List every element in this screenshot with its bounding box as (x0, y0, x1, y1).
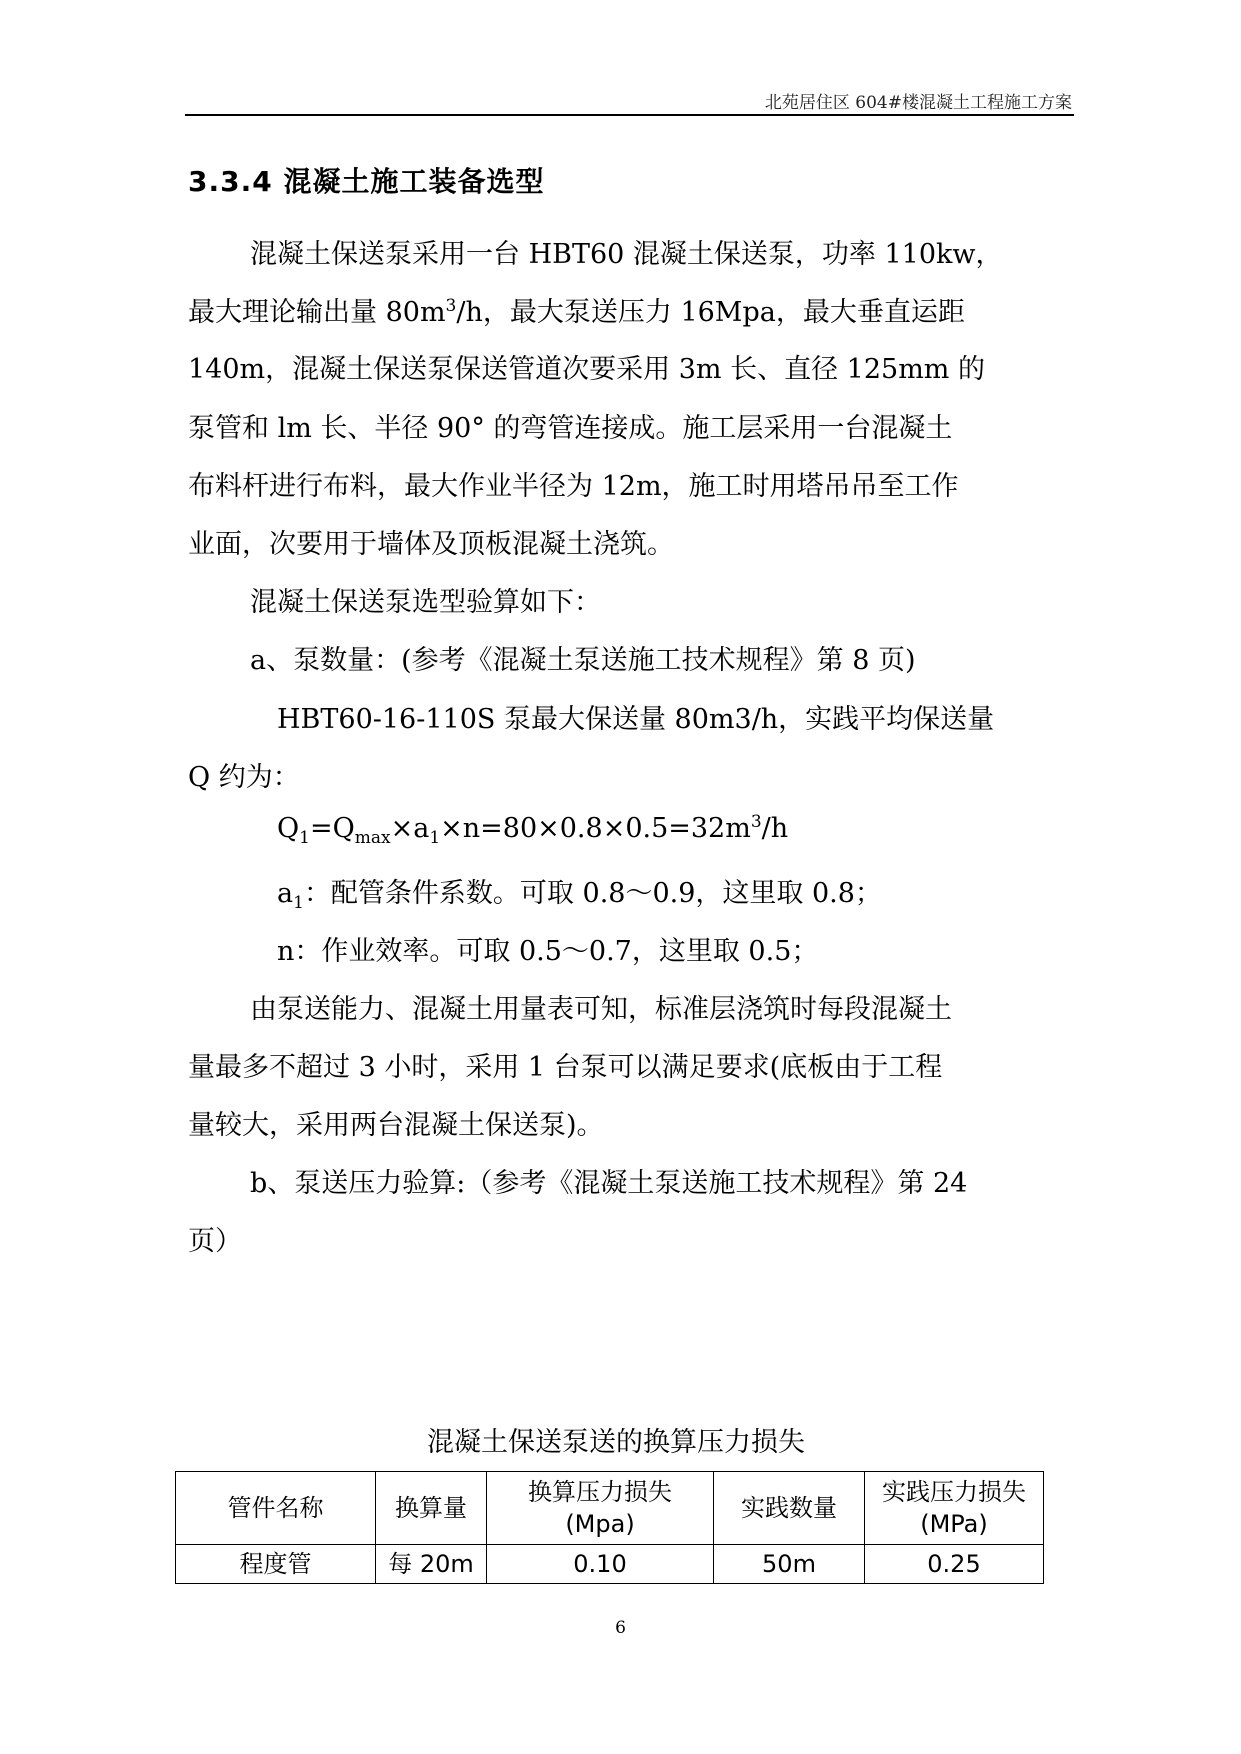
conclusion-line-1: 由泵送能力、混凝土用量表可知，标准层浇筑时每段混凝土 (250, 994, 952, 1025)
intro-line-4: 泵管和 lm 长、半径 90° 的弯管连接成。施工层采用一台混凝土 (188, 413, 953, 444)
intro-line-1: 混凝土保送泵采用一台 HBT60 混凝土保送泵，功率 110kw， (250, 239, 1003, 270)
table-header-cell: 实践数量 (714, 1472, 865, 1545)
table-header-cell: 换算压力损失 (Mpa) (487, 1472, 714, 1545)
item-b-line-1: b、泵送压力验算:（参考《混凝土泵送施工技术规程》第 24 (250, 1168, 968, 1199)
flow-formula: $Q_1=Q_{max}\times a_1\times n=80\times 0.8\times 0.5=32m^3/h$ (277, 812, 789, 848)
table-header-cell: 换算量 (376, 1472, 487, 1545)
item-a-heading: a、泵数量：(参考《混凝土泵送施工技术规程》第 8 页) (250, 645, 916, 676)
calc-intro: 混凝土保送泵选型验算如下： (250, 587, 601, 618)
item-a-desc-line-1: HBT60-16-110S 泵最大保送量 80m3/h，实践平均保送量 (277, 704, 995, 735)
section-title: 3.3.4 混凝土施工装备选型 (188, 165, 545, 198)
table-cell: 50m (714, 1545, 865, 1584)
table-cell: 每 20m (376, 1545, 487, 1584)
table-header-cell: 实践压力损失 (MPa) (865, 1472, 1044, 1545)
table-row (176, 1545, 1044, 1584)
page-number: 6 (615, 1618, 626, 1638)
item-a-desc-line-2: Q 约为： (188, 762, 300, 793)
conclusion-line-2: 量最多不超过 3 小时，采用 1 台泵可以满足要求(底板由于工程 (188, 1052, 943, 1083)
conclusion-line-3: 量较大，采用两台混凝土保送泵)。 (188, 1110, 604, 1141)
item-b-line-2: 页） (188, 1226, 242, 1257)
pressure-loss-table (175, 1471, 1044, 1584)
table-cell: 0.10 (487, 1545, 714, 1584)
param-n: n：作业效率。可取 0.5～0.7，这里取 0.5； (277, 936, 819, 967)
intro-line-2: 最大理论输出量 $80m^3/h$，最大泵送压力 16Mpa，最大垂直运距 (188, 296, 965, 328)
table-header-cell: 管件名称 (176, 1472, 376, 1545)
intro-line-6: 业面，次要用于墙体及顶板混凝土浇筑。 (188, 529, 674, 560)
page-header: 北苑居住区 604#楼混凝土工程施工方案 (764, 93, 1072, 113)
intro-line-3: 140m，混凝土保送泵保送管道次要采用 3m 长、直径 125mm 的 (188, 354, 985, 385)
table-header-row (176, 1472, 1044, 1545)
table-caption: 混凝土保送泵送的换算压力损失 (427, 1427, 805, 1458)
intro-line-5: 布料杆进行布料，最大作业半径为 12m，施工时用塔吊吊至工作 (188, 471, 959, 502)
param-a1: $a_1$：配管条件系数。可取 0.8～0.9，这里取 0.8； (277, 878, 882, 913)
table-cell: 0.25 (865, 1545, 1044, 1584)
table-cell: 程度管 (176, 1545, 376, 1584)
header-divider (185, 114, 1074, 116)
